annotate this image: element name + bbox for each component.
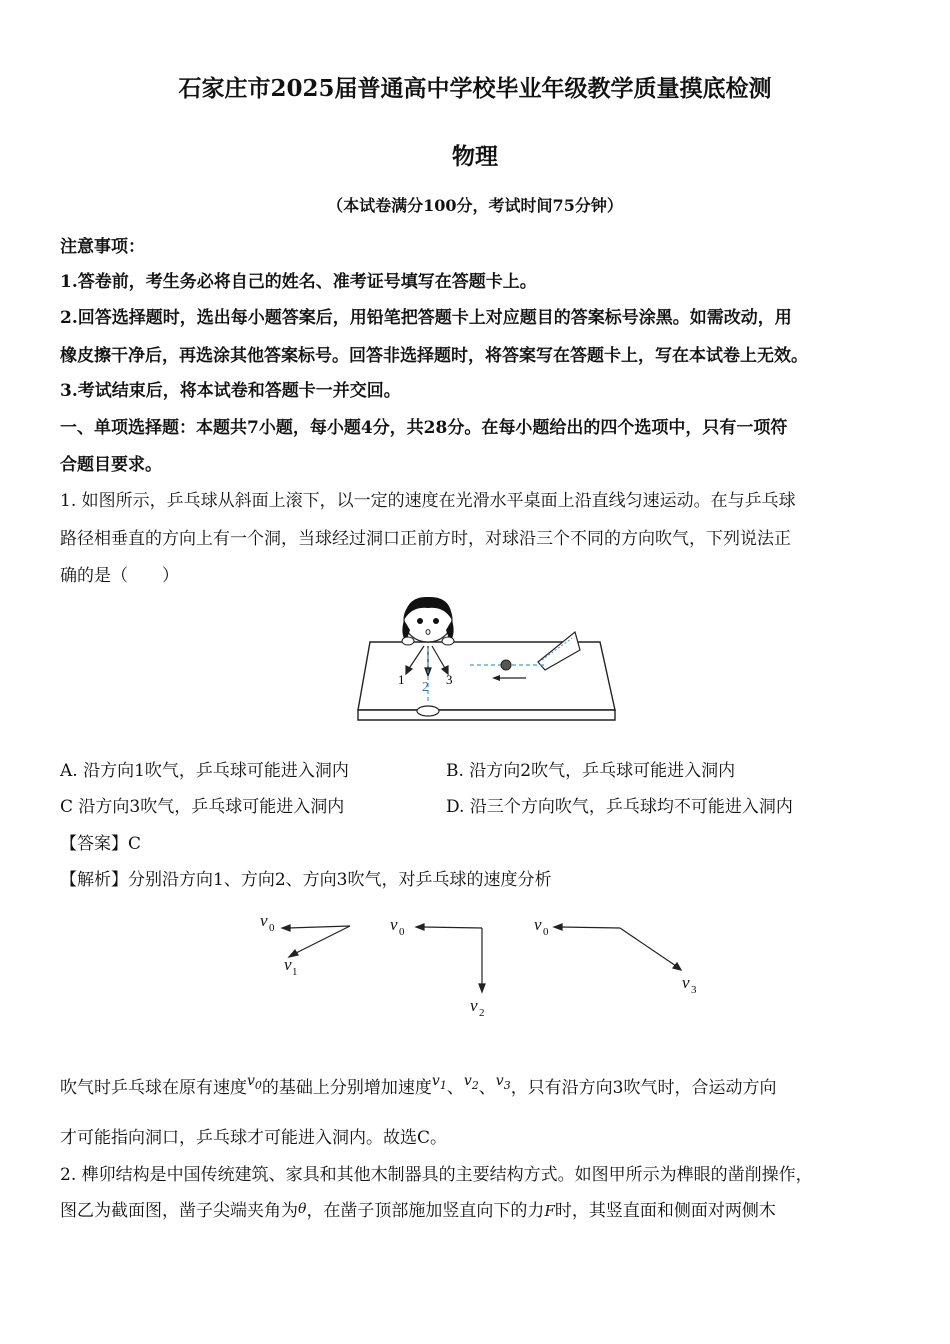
q2-stem-line-2: 图乙为截面图，凿子尖端夹角为θ，在凿子顶部施加竖直向下的力F时，其竖直面和侧面对两侧木 bbox=[60, 1201, 776, 1221]
q1-option-d: D. 沿三个方向吹气，乒乓球均不可能进入洞内 bbox=[446, 797, 793, 817]
v3-inline: v3 bbox=[495, 1073, 511, 1092]
v0-subscript-2: 0 bbox=[399, 926, 405, 938]
girl-icon bbox=[402, 597, 454, 645]
v1-subscript: 1 bbox=[292, 966, 298, 978]
q1-stem-line-3: 确的是（ ） bbox=[60, 566, 179, 586]
theta-symbol: θ bbox=[298, 1201, 307, 1217]
v1-inline: v1 bbox=[431, 1073, 447, 1092]
velocity-vector-diagrams bbox=[250, 900, 710, 1025]
section-1-line-1: 一、单项选择题：本题共7小题，每小题4分，共28分。在每小题给出的四个选项中，只有一项符 bbox=[60, 418, 788, 438]
q1-answer: 【答案】C bbox=[60, 834, 142, 854]
v0-subscript-1: 0 bbox=[269, 922, 275, 934]
direction-label-1: 1 bbox=[398, 672, 405, 687]
direction-label-3: 3 bbox=[446, 672, 453, 687]
direction-label-2: 2 bbox=[422, 680, 429, 695]
v2-label: v bbox=[470, 996, 478, 1015]
exam-title: 石家庄市2025届普通高中学校毕业年级教学质量摸底检测 bbox=[178, 75, 772, 102]
hole bbox=[417, 706, 439, 716]
v1-label: v bbox=[284, 955, 292, 974]
q2-stem-line-1: 2. 榫卯结构是中国传统建筑、家具和其他木制器具的主要结构方式。如图甲所示为榫眼的凿削操作， bbox=[60, 1165, 813, 1185]
v2-subscript: 2 bbox=[479, 1007, 485, 1019]
notice-item-2-line-2: 橡皮擦干净后，再选涂其他答案标号。回答非选择题时，将答案写在答题卡上，写在本试卷上无效。 bbox=[60, 346, 808, 366]
q1-option-b: B. 沿方向2吹气，乒乓球可能进入洞内 bbox=[446, 761, 736, 781]
q1-explanation-line-2: 才可能指向洞口，乒乓球才可能进入洞内。故选C。 bbox=[60, 1128, 448, 1148]
v2-inline: v2 bbox=[463, 1073, 479, 1092]
v0-inline: v0 bbox=[247, 1073, 262, 1092]
v0-label-1: v bbox=[260, 911, 268, 930]
notice-item-2-line-1: 2.回答选择题时，选出每小题答案后，用铅笔把答题卡上对应题目的答案标号涂黑。如需改动，用 bbox=[60, 308, 792, 328]
force-symbol: F bbox=[544, 1202, 555, 1220]
q1-table-figure bbox=[340, 590, 640, 730]
q1-option-c: C 沿方向3吹气，乒乓球可能进入洞内 bbox=[60, 797, 345, 817]
notice-item-1: 1.答卷前，考生务必将自己的姓名、准考证号填写在答题卡上。 bbox=[60, 272, 537, 292]
notice-item-3: 3.考试结束后，将本试卷和答题卡一并交回。 bbox=[60, 381, 401, 401]
q1-stem-line-1: 1. 如图所示，乒乓球从斜面上滚下，以一定的速度在光滑水平桌面上沿直线匀速运动。在与乒乓球 bbox=[60, 491, 796, 511]
exam-info: （本试卷满分100分，考试时间75分钟） bbox=[327, 196, 623, 215]
v0-label-3: v bbox=[534, 915, 542, 934]
v3-subscript: 3 bbox=[691, 984, 697, 996]
v0-label-2: v bbox=[390, 915, 398, 934]
v3-label: v bbox=[682, 973, 690, 992]
q1-option-a: A. 沿方向1吹气，乒乓球可能进入洞内 bbox=[60, 761, 349, 781]
ping-pong-ball bbox=[501, 660, 511, 670]
q1-analysis-intro: 【解析】分别沿方向1、方向2、方向3吹气，对乒乓球的速度分析 bbox=[60, 870, 552, 890]
section-1-line-2: 合题目要求。 bbox=[60, 455, 162, 475]
subject-title: 物理 bbox=[452, 143, 498, 170]
q1-explanation-line-1: 吹气时乒乓球在原有速度$^{v_0}$的基础上分别增加速度$^{v_1}$、$^{v_2}$、$^{v_3}$，只有沿方向3吹气时，合运动方向 bbox=[60, 1073, 777, 1098]
q1-stem-line-2: 路径相垂直的方向上有一个洞，当球经过洞口正前方时，对球沿三个不同的方向吹气，下列说法正 bbox=[60, 529, 791, 549]
notice-heading: 注意事项： bbox=[60, 237, 145, 257]
v0-subscript-3: 0 bbox=[543, 926, 549, 938]
